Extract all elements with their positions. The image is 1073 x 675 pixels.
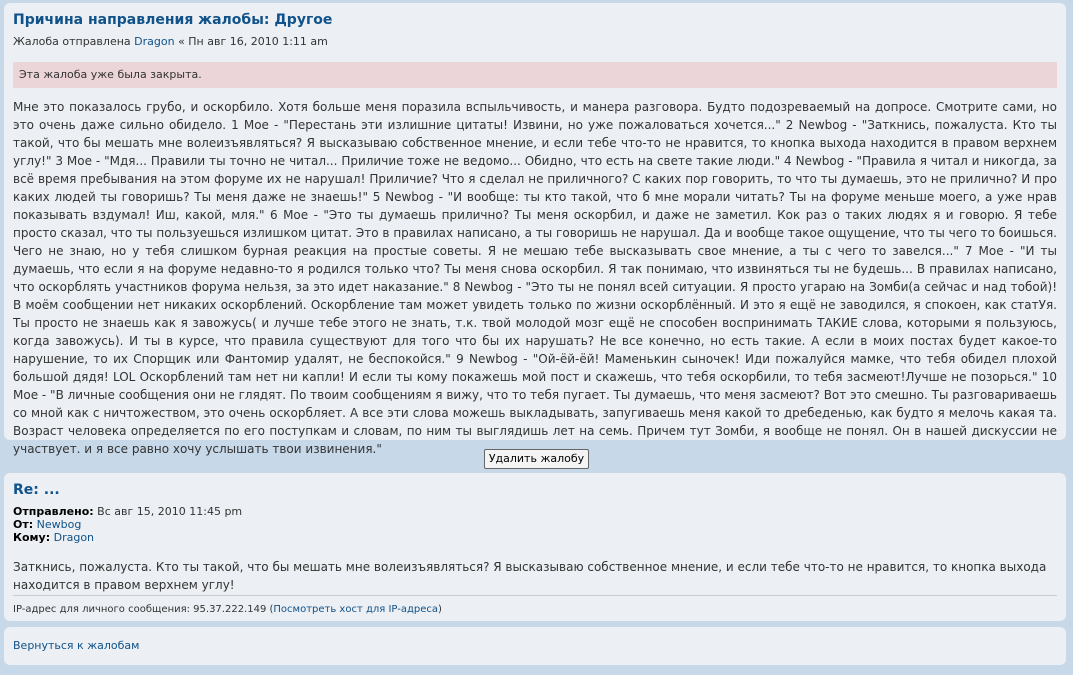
delete-report-button[interactable]: Удалить жалобу xyxy=(484,449,589,469)
message-panel xyxy=(4,473,1066,621)
back-to-reports-link[interactable]: Вернуться к жалобам xyxy=(13,639,140,652)
report-title: Причина направления жалобы: Другое xyxy=(13,12,333,28)
message-ip-prefix: IP-адрес для личного сообщения: 95.37.222.149 ( xyxy=(13,604,274,615)
report-date: « Пн авг 16, 2010 1:11 am xyxy=(178,35,328,48)
message-ip-line xyxy=(13,595,1057,616)
message-from-row xyxy=(13,518,1057,531)
report-panel xyxy=(4,3,1066,456)
message-from-label: От: xyxy=(13,518,34,531)
message-title: Re: ... xyxy=(13,482,60,498)
report-meta xyxy=(13,35,1057,49)
message-to-label: Кому: xyxy=(13,531,51,544)
message-to-row xyxy=(13,531,1057,544)
ip-host-link[interactable]: Посмотреть хост для IP-адреса xyxy=(273,604,439,615)
delete-button-wrap xyxy=(0,447,1073,469)
message-text: Заткнись, пожалуста. Кто ты такой, что бы мешать мне волеизъявляться? Я высказываю собственное мнение, и если тебе что-то не нравится, то кнопка выхода находится в правом верхнем углу! xyxy=(13,560,1047,592)
report-text: Мне это показалось грубо, и оскорбило. Хотя больше меня поразила вспыльчивость, и манера разговора. Будто подозреваемый на допросе. Смотрите сами, но это очень даже сильно обидело. 1 Мое - "Перестань эти излишние цитаты! Извини, но уже пожаловаться хочется..." 2 Newbog - "Заткнись, пожалуста. Кто ты такой, что бы мешать мне волеизъявляться? Я высказываю собственное мнение, и если тебе что-то не нравится, то кнопка выхода находится в правом верхнем углу!" 3 Мое - "Мдя... Правили ты точно не читал... Приличие тоже не ведомо... Обидно, что есть на свете такие люди." 4 Newbog - "Правила я читал и никогда, за всё время пребывания на этом форуме их не нарушал! Приличие? Что я сделал не приличного? С каких пор говорить, то что ты думаешь, это не прилично? И про каких людей ты говоришь? Ты меня даже не знаешь!" 5 Newbog - "И вообще: ты кто такой, что б мне морали читать? Ты на форуме меньше моего, а уже нрав показывать вздумал! Иш, какой, мля." 6 Мое - "Это ты думаешь прилично? Ты меня оскорбил, и даже не заметил. Кок раз о таких людях я и говорю. Я тебе просто сказал, что ты пользуешься излишком цитат. Это в правилах написано, а ты говоришь не нарушал. Да и вообще такое ощущение, что ты чего то боишься. Чего не знаю, но у тебя слишком бурная реакция на простые советы. Я не мешаю тебе высказывать свое мнение, а ты с чего то завелся..." 7 Мое - "И ты думаешь, что если я на форуме недавно-то я родился только что? Ты меня снова оскорбил. Я так понимаю, что извиняться ты не будешь... В правилах написано, что оскорблять участников форума нельзя, за это идет наказание." 8 Newbog - "Это ты не понял всей ситуации. Я просто угараю на Зомби(а сейчас и над тобой)! В моём сообщении нет никаких оскорблений. Оскорбление там может увидеть только по жизни оскорблённый. И это я ещё не заводился, я спокоен, как статУя. Ты просто не знаешь как я завожусь( и лучше тебе этого не знать, т.к. твой молодой мозг ещё не способен воспринимать ТАКИЕ слова, которыми я пользуюсь, когда завожусь). И ты в курсе, что правила существуют для того что бы их нарушать? Не все конечно, но есть такие. А если в моих постах будет какое-то нарушение, то их Спорщик или Фантомир удалят, не беспокойся." 9 Newbog - "Ой-ёй-ёй! Маменькин сыночек! Иди пожалуйся мамке, что тебя обидел плохой большой дядя! LOL Оскорблений там нет ни капли! И если ты кому покажешь мой пост и скажешь, что тебя оскорбили, то тебя засмеют!Лучше не позорься." 10 Мое - "В личные сообщения они не глядят. По твоим сообщениям я вижу, что то тебя пугает. Ты думаешь, что меня засмеют? Вот это смешно. Ты разговариваешь со мной как с ничтожеством, это очень оскорбляет. А все эти слова можешь выкладывать, запугиваешь меня какой то дребеденью, как будто я мелочь какая та. Возраст человека определяется по его поступкам и словам, по ним ты выглядишь лет на семь. Причем тут Зомби, я вообще не понял. Он в нашей дискуссии не участвует. и я все равно хочу услышать твои извинения." xyxy=(13,100,1057,456)
back-panel xyxy=(4,627,1066,665)
message-sent-label: Отправлено: xyxy=(13,505,94,518)
report-author-link[interactable]: Dragon xyxy=(134,35,175,48)
message-sent-row xyxy=(13,505,1057,518)
message-sent-value: Вс авг 15, 2010 11:45 pm xyxy=(97,505,243,518)
message-from-link[interactable]: Newbog xyxy=(36,518,82,531)
message-ip-suffix: ) xyxy=(438,604,442,615)
report-closed-notice: Эта жалоба уже была закрыта. xyxy=(13,62,1057,88)
report-sent-prefix: Жалоба отправлена xyxy=(13,35,131,48)
message-to-link[interactable]: Dragon xyxy=(53,531,95,544)
